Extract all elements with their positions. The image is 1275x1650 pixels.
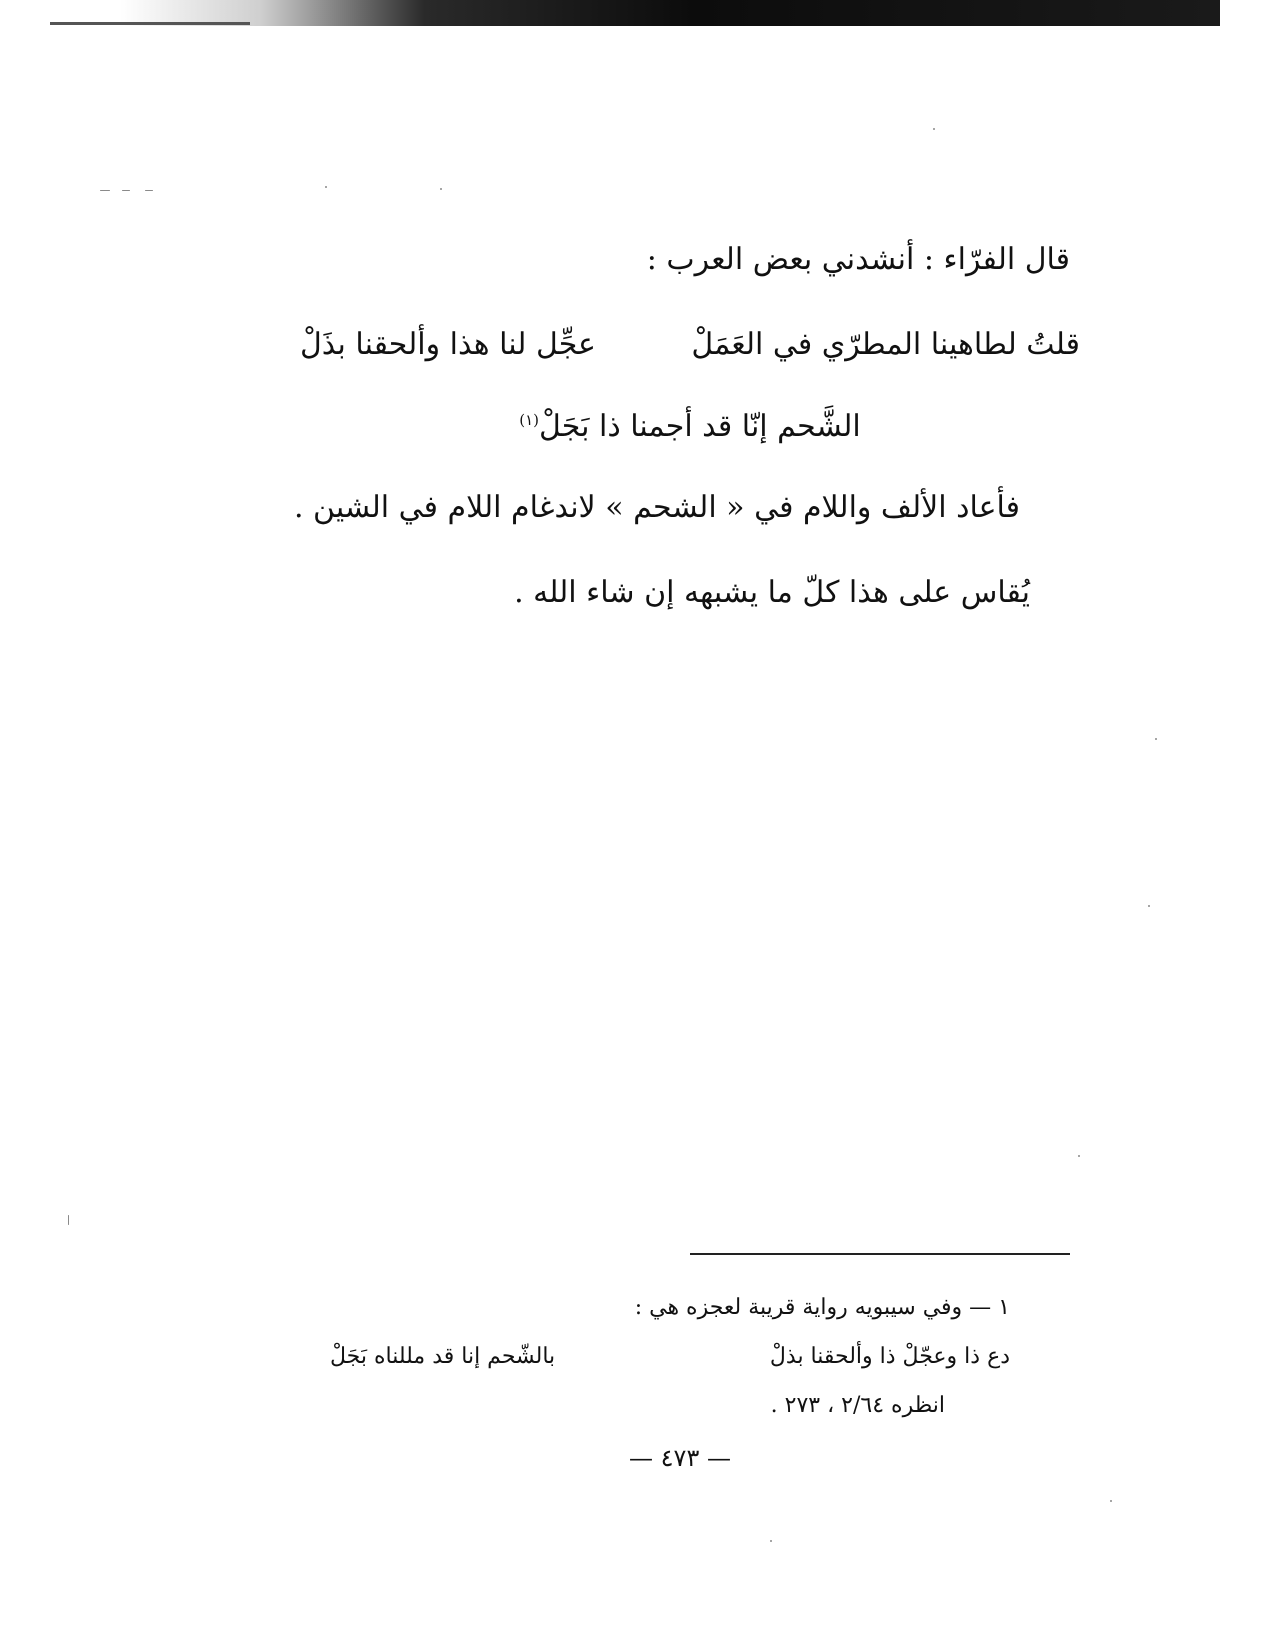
verse-2-text: الشَّحم إنّا قد أجمنا ذا بَجَلْ <box>539 409 861 444</box>
paragraph-2: يُقاس على هذا كلّ ما يشبهه إن شاء الله . <box>514 575 1030 610</box>
scan-speck <box>122 190 130 191</box>
verse-line-2 <box>490 398 890 449</box>
scan-speck <box>100 190 110 191</box>
scan-speck <box>440 188 442 190</box>
scan-speck <box>145 190 153 191</box>
scan-speck <box>1148 905 1150 907</box>
scan-speck <box>933 128 935 130</box>
footnote-verse-second: بالشّحم إنا قد مللناه بَجَلْ <box>330 1343 556 1369</box>
verse-1-first-hemistich: قلتُ لطاهينا المطرّي في العَمَلْ <box>691 326 1080 362</box>
scan-speck <box>325 186 327 188</box>
scan-speck <box>1078 1155 1080 1157</box>
scan-speck <box>1110 1500 1112 1502</box>
footnote-line-3: انظره ٢/٦٤ ، ٢٧٣ . <box>770 1393 945 1418</box>
footnote-verse-first: دع ذا وعجّلْ ذا وألحقنا بذلْ <box>769 1343 1010 1369</box>
footnote-verse <box>330 1340 1010 1372</box>
scan-shadow-edge <box>50 22 250 25</box>
scan-speck <box>1155 738 1157 740</box>
intro-line: قال الفرّاء : أنشدني بعض العرب : <box>646 242 1070 277</box>
paragraph-1: فأعاد الألف واللام في « الشحم » لاندغام اللام في الشين . <box>293 490 1020 525</box>
scan-speck <box>68 1215 69 1225</box>
scan-speck <box>770 1540 772 1542</box>
verse-line-1 <box>300 322 1080 366</box>
page-number: — ٤٧٣ — <box>629 1444 731 1472</box>
verse-1-second-hemistich: عجِّل لنا هذا وألحقنا بذَلْ <box>300 326 596 362</box>
footnote-ref-1[interactable]: (١) <box>519 411 540 429</box>
footnote-line-1: ١ — وفي سيبويه رواية قريبة لعجزه هي : <box>634 1295 1010 1320</box>
footnote-separator <box>690 1253 1070 1255</box>
